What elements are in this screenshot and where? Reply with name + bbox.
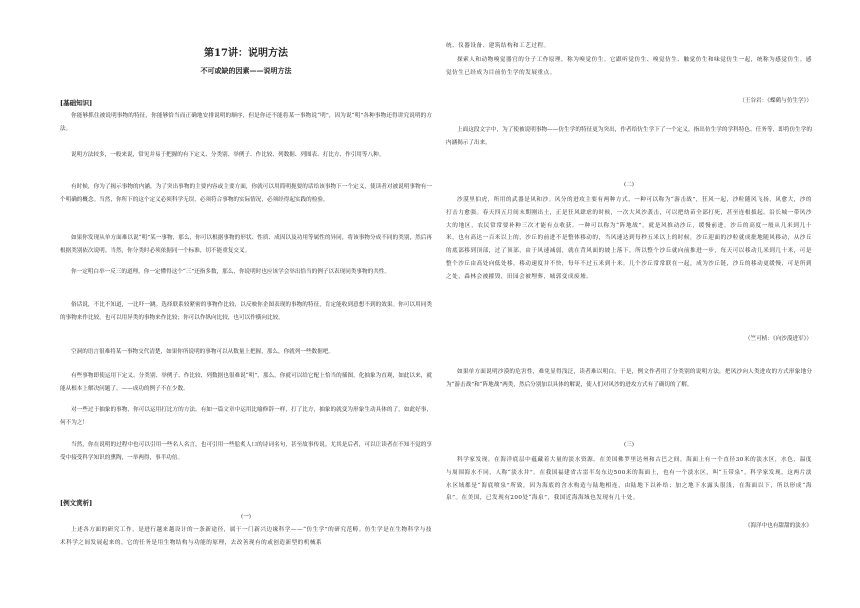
example-2-marker: (二): [624, 182, 634, 188]
basic-paragraph: 有些事物即使运用下定义、分类别、举例子、作比较、列数据也很难说“明”，那么，你就可以给它配上恰当的插图，化抽象为直观，如此以来，就能从根本上解决问题了。——成功的例子不在少数。: [60, 373, 432, 393]
lesson-subtitle: 不可或缺的因素——说明方法: [200, 66, 292, 75]
example-2-text: 沙漠里伯虎，所用的武器是风和沙。风分的进攻主要有两种方式，一种可以称为“游击战”，狂风一起，沙粒随风飞扬，风愈大，沙的打击力愈强。春天四五月间末期刚出土，正是狂风肆虐的时候，一次大风沙袭击，可以把幼苗全部打死，甚至连根拔起。沿长城一带风沙大的地区，农民常常要补种三次才能有点收获。一种可以称为“阵地战”，就是风推动沙丘，缓慢前进。沙丘的高度一般从几米到几十米，也有高达一百米以上的，沙丘的前进不是整体移动的，当风速达到每秒五米以上的时候，沙丘迎面的沙粒就成批地随风移动，从沙丘的底部移到顶部，过了顶部，由于风速减弱，就在背风面的坡上落下，所以整个沙丘就向前推进一步，每天可以移动几米到几十米，可是整个沙丘由高处向低处移，移动速度并不快，每年不过五米到十米。几个沙丘常常联在一起，成为沙丘链，沙丘的移动更缓慢，可是所到之处，森林会被摧毁，田园会被埋葬，城郭变成废墟。: [446, 197, 812, 280]
section-examples-heading: [例文赏析]: [60, 499, 93, 507]
example-1-marker: (一): [241, 514, 251, 520]
example-1-analysis: 上面这段文字中，为了使被说明事物——仿生学的特征更为突出，作者给仿生学下了一个定义，指出仿生学的学科特色、任务等，即将仿生学的内涵揭示了出来。: [446, 127, 812, 147]
example-2-source: （竺可桢：《向沙漠进军》）: [744, 336, 812, 342]
example-3-text: 科学家发现，在海洋底层中蕴藏着大量的淡水资源。在美国佛罗里达州和古巴之间，海面上有一个直径30米的淡水区，水色、温度与周围海水不同，人称“淡水井”。在我国福建省古雷半岛东边500米的海面上，也有一个淡水区，叫“玉带泉”，科学家发现，这两片淡水区域都是“海底喷泉”所致，因为海底的含水构造与陆地相连，由陆地下以补给；加之地下水露头很浅，在海面以下，所以形成“海泉”。在美国，已发现有200处“海泉”，我国近海海域也发现有几十处。: [446, 457, 812, 502]
lesson-title: 第17讲：说明方法: [204, 48, 288, 59]
basic-paragraph: 说明方法较多，一般来说，常见并易于把握的有下定义、分类别、举例子、作比较、列数据、列图表、打比方、作引用等八种。: [71, 152, 385, 158]
example-2-analysis: 如果单方面说明沙漠的危害性，难免显得浅泛，读者难以明白。于是，例文作者用了分类别的说明方法，把风沙向人类进攻的方式形象地分为“游击战”和“阵地战”两类，然后分别加以具体的解说，使人们对风沙的进攻方式有了确切的了解。: [446, 369, 812, 389]
example-1-text: 上述各方面的研究工作，是进行越来越设计的一条新途径，属于一门新兴边缘科学——“仿生学”的研究范畴。仿生学是在生物科学与技术科学之间发展起来的，它的任务是用生物结构与功能的原理，去改善现有的或创造新型的机械系: [60, 527, 432, 546]
example-1-source: （王谷岩：《蝶鹤与仿生学》）: [739, 98, 812, 104]
basic-paragraph: 俗话说，不比不知道，一比吓一跳。选择联系较紧密的事物作比较，以反映你企图表现的事物的特征，肯定能收到意想不到的效果。你可以用同类的事物来作比较，也可以用异类的事物来作比较；你可以作纵向比较，也可以作横向比较。: [60, 302, 432, 322]
example-1-text-continued-2: 探索人和动物嗅觉器官的分子工作原理，称为嗅觉仿生。它跟听觉仿生、嗅觉仿生、触觉仿生和味觉仿生一起，统称为感觉仿生。感觉仿生已经成为目前仿生学的发展重点。: [446, 57, 812, 76]
basic-paragraph: 空洞的语言很难将某一事物交代清楚，如果你所说明的事物可以从数量上把握，那么，你就列一些数据吧。: [71, 349, 334, 355]
example-3-marker: (三): [624, 442, 634, 448]
basic-paragraph: 有时候，你为了揭示事物的内涵，为了突出事物的主要内容或主要方面，你就可以用简明扼要的话给该事物下一个定义，使读者对被说明事物有一个明确的概念。当然，你所下的这个定义必须科学无误，必须符合事物的实际情况，必须经得起实践的检验。: [60, 184, 432, 204]
basic-paragraph: 你一定明白举一反三的道理，你一定懂得这个“三”还指多数，那么，你说明时也应该学会举出恰当的例子以表现同类事物的共性。: [71, 269, 390, 275]
basic-paragraph: 当然，你在说明的过程中也可以引用一些名人名言，也可引用一些脍炙人口的诗词名句，甚至故事传说。尤其是后者，可以让读者在不知不觉的享受中接受科学知识的熏陶，一举两得，事半功倍。: [60, 442, 432, 462]
basic-paragraph: 对一些过于抽象的事物，你可以运用打比方的方法。有如一篇文章中运用比喻修辞一样，打了比方，抽象的就变为形象生动具体的了，如此好事，何不为之！: [60, 407, 432, 427]
example-3-source: 《海洋中也有甜甜的淡水》: [744, 523, 812, 529]
basic-paragraph: 你能够抓住被说明事物的特征，你能够恰当而正确地安排说明的顺序，但是你还不能将某一事物说“明”，因为说“明”各种事物还得讲究说明的方法。: [60, 113, 432, 133]
basic-paragraph: 如果你发现从单方面难以说“明”某一事物，那么，你可以根据事物的形状、性质、成因以及功用等属性的异同，将该事物分成不同的类别，然后再根据类别依次说明。当然，你分类时必须依据同一个标准，切不能重复交叉。: [60, 235, 432, 255]
section-basic-heading: [基础知识]: [60, 99, 93, 107]
example-1-text-continued: 统、仪器设备、建筑结构和工艺过程。: [446, 43, 550, 49]
